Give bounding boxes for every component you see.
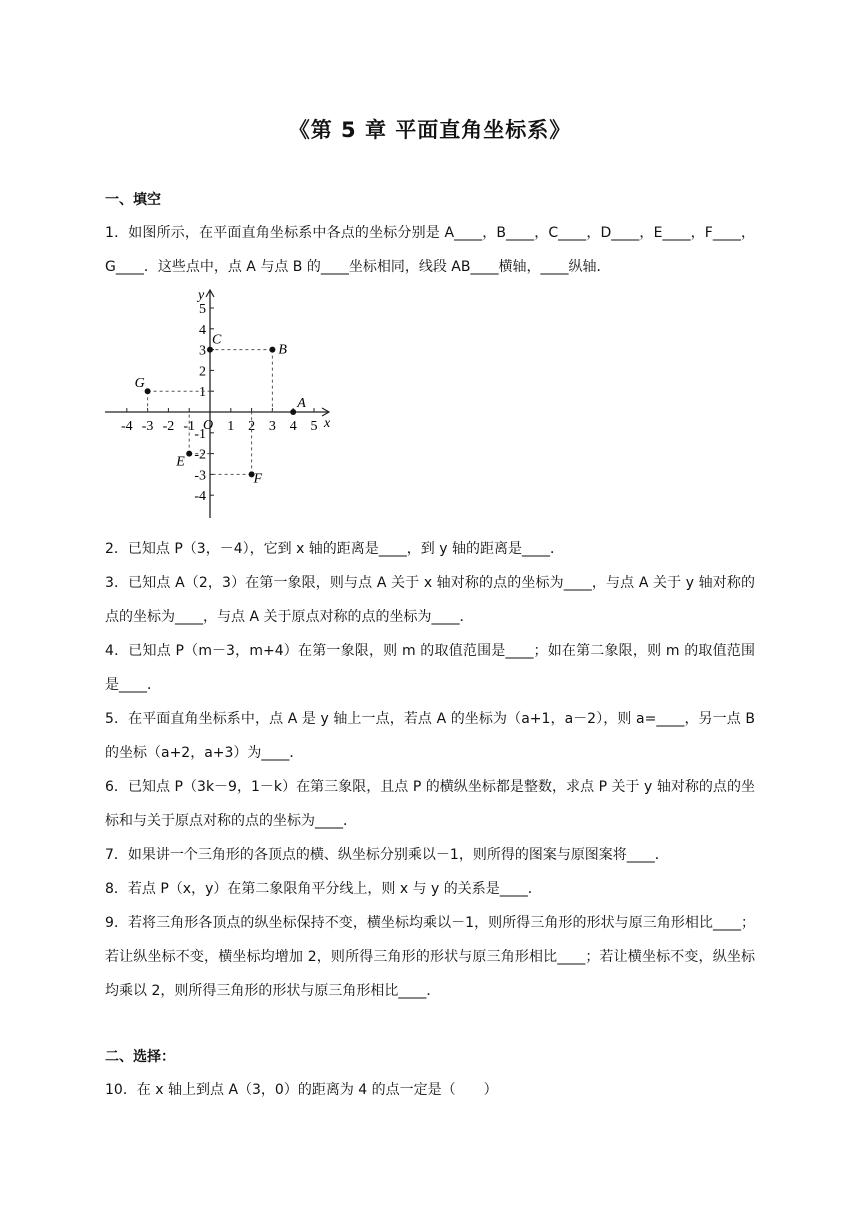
x-tick-label: 3 <box>268 419 276 434</box>
question-6: 6．已知点 P（3k－9，1－k）在第三象限，且点 P 的横纵坐标都是整数，求点 P 关于 y 轴对称的点的坐标和与关于原点对称的点的坐标为____． <box>105 779 755 829</box>
point-b <box>269 347 275 353</box>
question-1: 1．如图所示，在平面直角坐标系中各点的坐标分别是 A____，B____，C____，D____，E____，F____，G____．这些点中，点 A 与点 B 的____坐标相同，线段 AB____横轴，____纵轴． <box>105 225 755 275</box>
x-axis-label: x <box>324 416 331 431</box>
question-4: 4．已知点 P（m－3，m+4）在第一象限，则 m 的取值范围是____；如在第二象限，则 m 的取值范围是____． <box>105 643 755 693</box>
x-tick-label: 1 <box>227 419 235 434</box>
question-3: 3．已知点 A（2，3）在第一象限，则与点 A 关于 x 轴对称的点的坐标为____，与点 A 关于 y 轴对称的点的坐标为____，与点 A 关于原点对称的点的坐标为____． <box>105 575 755 625</box>
x-tick-label: -4 <box>120 419 133 434</box>
point-a <box>290 409 296 415</box>
point-label: C <box>212 332 222 348</box>
y-tick-label: 3 <box>199 343 206 359</box>
x-tick-label: -2 <box>162 419 175 434</box>
y-tick-label: 5 <box>199 302 206 317</box>
origin-label: O <box>202 418 214 433</box>
point-label: E <box>176 454 185 470</box>
point-g <box>145 388 151 394</box>
document-title: 《第 5 章 平面直角坐标系》 <box>288 118 572 142</box>
question-9: 9．若将三角形各顶点的纵坐标保持不变，横坐标均乘以－1，则所得三角形的形状与原三角形相比____；若让纵坐标不变，横坐标均增加 2，则所得三角形的形状与原三角形相比____；若让横坐标不变，纵坐标均乘以 2，则所得三角形的形状与原三角形相比____． <box>105 915 755 999</box>
y-tick-label: -4 <box>194 489 206 505</box>
x-tick-label: 4 <box>289 419 297 434</box>
point-e <box>186 451 192 457</box>
point-label: G <box>134 376 145 392</box>
y-axis-label: y <box>198 288 205 303</box>
question-7: 7．如果讲一个三角形的各顶点的横、纵坐标分别乘以－1，则所得的图案与原图案将____． <box>105 847 669 863</box>
graph-points <box>135 333 307 487</box>
y-tick-label: 1 <box>199 385 206 401</box>
x-tick-label: 2 <box>248 419 256 434</box>
y-tick-label: 2 <box>199 364 206 380</box>
x-tick-label: -1 <box>183 419 196 434</box>
y-tick-label: -3 <box>194 468 206 484</box>
question-5: 5．在平面直角坐标系中，点 A 是 y 轴上一点，若点 A 的坐标为（a+1，a－2），则 a=____，另一点 B 的坐标（a+2，a+3）为____． <box>105 711 760 761</box>
x-tick-label: -3 <box>141 419 154 434</box>
section-heading-fill-in: 一、填空 <box>105 192 161 208</box>
question-2: 2．已知点 P（3，－4），它到 x 轴的距离是____，到 y 轴的距离是____． <box>105 541 564 557</box>
point-label: F <box>253 471 263 487</box>
x-tick-label: 5 <box>310 419 318 434</box>
question-8: 8．若点 P（x，y）在第二象限角平分线上，则 x 与 y 的关系是____． <box>105 881 542 897</box>
coordinate-graph <box>100 283 340 523</box>
question-10: 10．在 x 轴上到点 A（3，0）的距离为 4 的点一定是（ ） <box>105 1082 498 1098</box>
y-tick-label: 4 <box>199 322 206 338</box>
y-tick-label: -1 <box>194 426 206 442</box>
section-heading-choice: 二、选择： <box>105 1049 175 1065</box>
y-tick-label: -2 <box>194 447 206 463</box>
point-label: B <box>278 342 287 358</box>
point-label: A <box>297 396 306 411</box>
